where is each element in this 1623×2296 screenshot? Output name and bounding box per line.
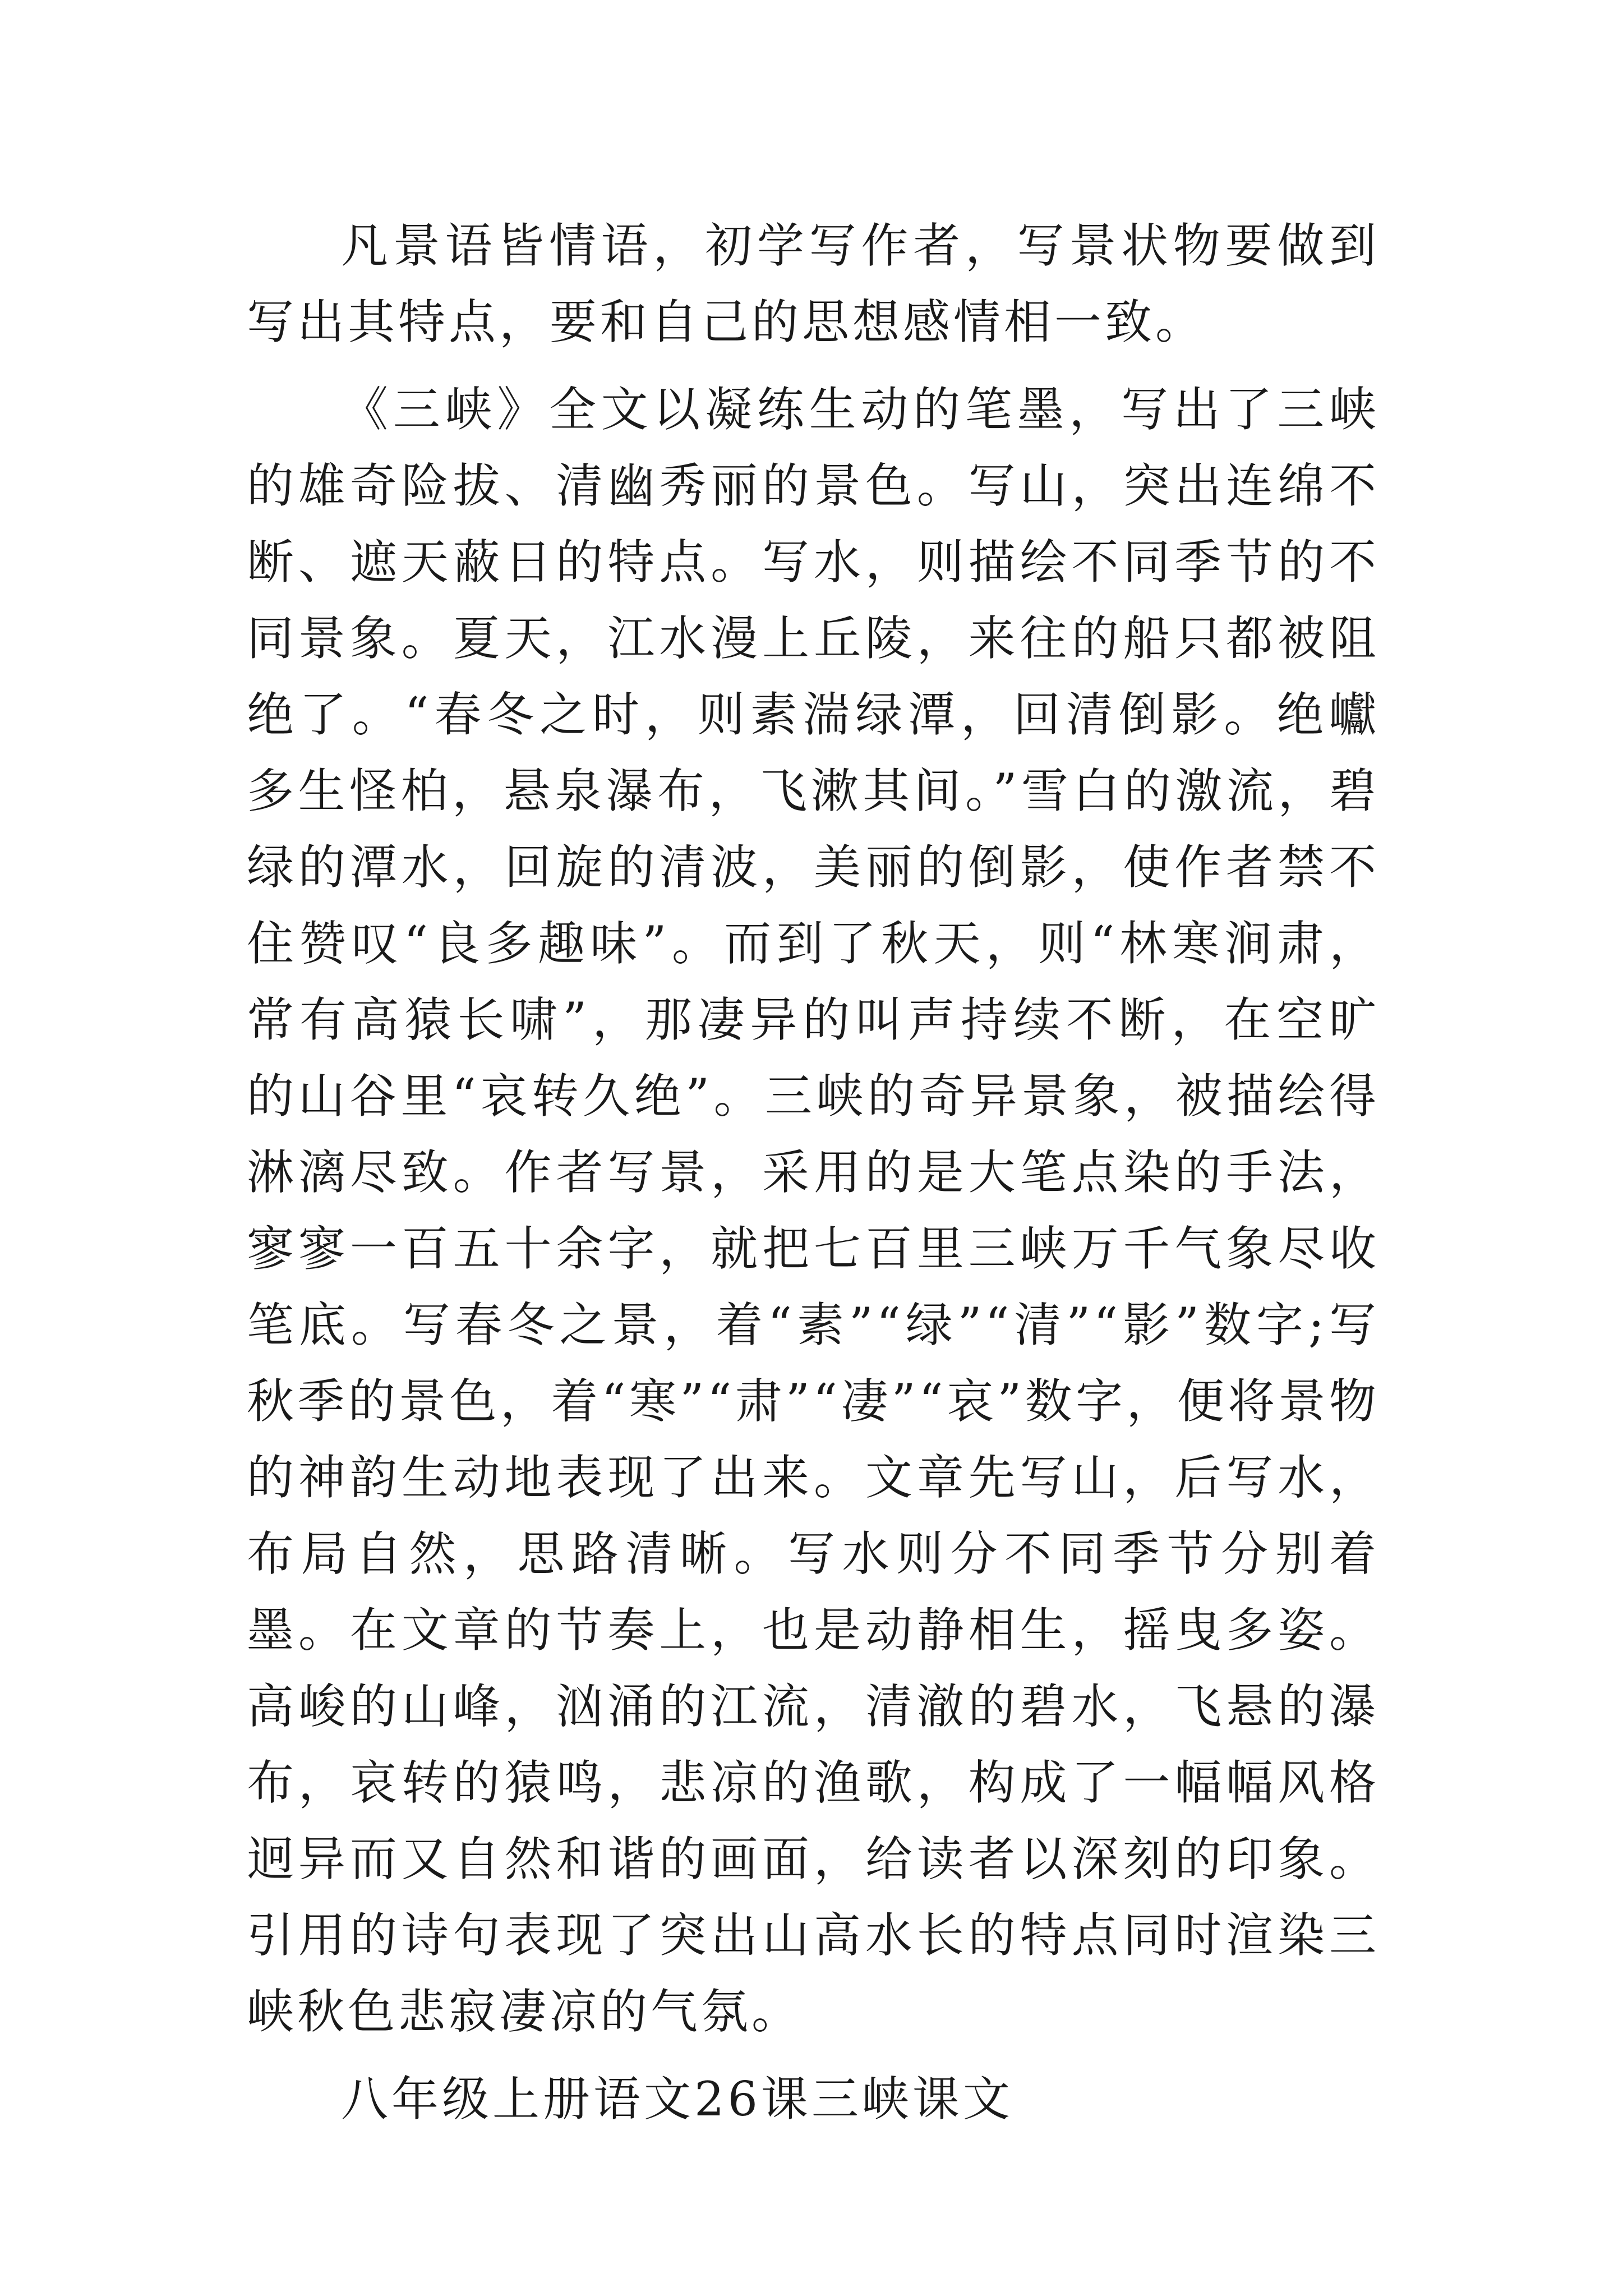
paragraph-intro: 凡景语皆情语，初学写作者，写景状物要做到写出其特点，要和自己的思想感情相一致。 xyxy=(247,218,1380,349)
paragraph-analysis: 《三峡》全文以凝练生动的笔墨，写出了三峡的雄奇险拔、清幽秀丽的景色。写山，突出连绵不断、遮天蔽日的特点。写水，则描绘不同季节的不同景象。夏天，江水漫上丘陵，来往的船只都被阻绝了。“春冬之时，则素湍绿潭，回清倒影。绝巘多生怪柏，悬泉瀑布，飞漱其间。”雪白的激流，碧绿的潭水，回旋的清波，美丽的倒影，使作者禁不住赞叹“良多趣味”。而到了秋天，则“林寒涧肃，常有高猿长啸”，那凄异的叫声持续不断，在空旷的山谷里“哀转久绝”。三峡的奇异景象，被描绘得淋漓尽致。作者写景，采用的是大笔点染的手法，寥寥一百五十余字，就把七百里三峡万千气象尽收笔底。写春冬之景，着“素”“绿”“清”“影”数字;写秋季的景色，着“寒”“肃”“凄”“哀”数字，便将景物的神韵生动地表现了出来。文章先写山，后写水，布局自然，思路清晰。写水则分不同季节分别着墨。在文章的节奏上，也是动静相生，摇曳多姿。高峻的山峰，汹涌的江流，清澈的碧水，飞悬的瀑布，哀转的猿鸣，悲凉的渔歌，构成了一幅幅风格迥异而又自然和谐的画面，给读者以深刻的印象。引用的诗句表现了突出山高水长的特点同时渲染三峡秋色悲寂凄凉的气氛。 xyxy=(247,382,1380,2039)
paragraph-lesson-title: 八年级上册语文26课三峡课文 xyxy=(341,2072,1013,2127)
document-body xyxy=(247,208,1380,2148)
